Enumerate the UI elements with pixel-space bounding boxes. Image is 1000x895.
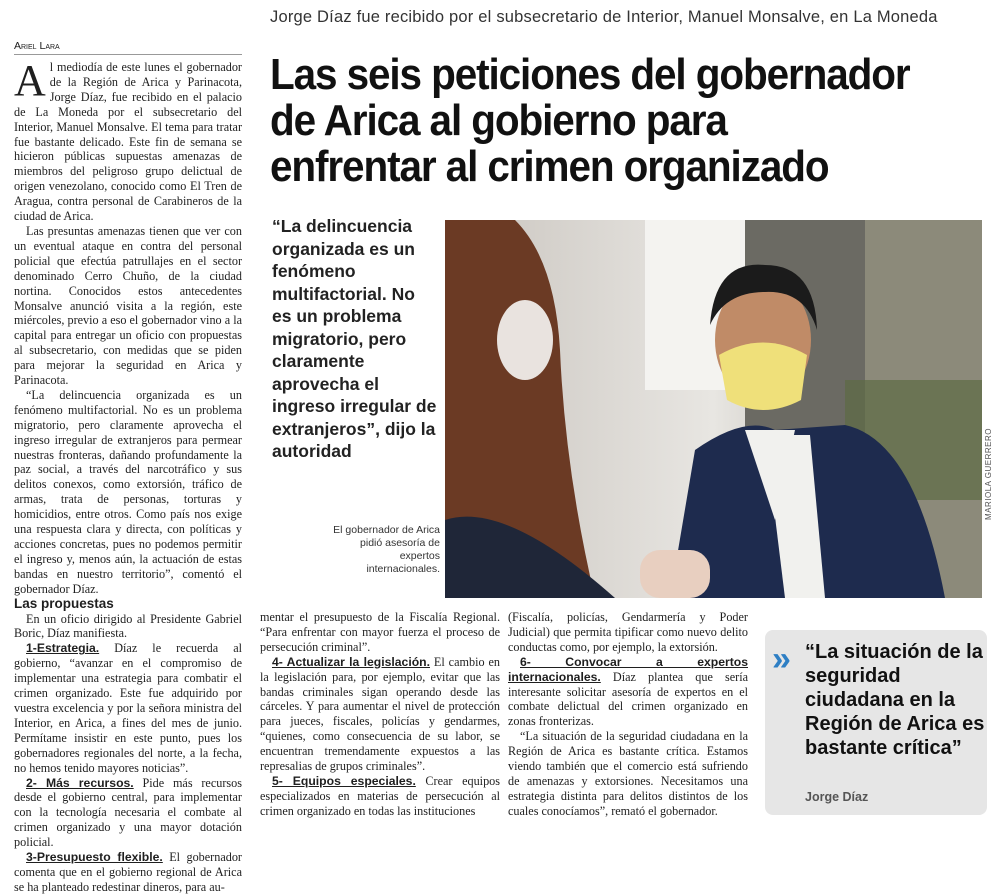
byline: Ariel Lara <box>14 40 242 55</box>
paragraph: Las presuntas amenazas tienen que ver con un eventual ataque en contra del personal policial que efectúa patrullajes en el sector denominado Cerro Chuño, de la ciudad nortina. Conocidos estos antecedentes Monsalve anunció visita a la región, este miércoles, previo a eso el gobernador vino a la capital para entregar un oficio con propuestas al subsecretario, con medidas que se piden para mejorar la seguridad en Arica y Parinacota. <box>14 223 242 388</box>
proposal-keyword: 2- Más recursos. <box>26 775 134 790</box>
quote-mark-icon: » <box>772 640 785 678</box>
photo-illustration <box>445 220 982 598</box>
headline <box>270 52 932 190</box>
article-column-2 <box>260 610 500 819</box>
proposal-keyword: 1-Estrategia. <box>26 641 100 656</box>
paragraph: 3-Presupuesto flexible. El gobernador comenta que en el gobierno regional de Arica se ha planteado redestinar dineros, para au- <box>14 850 242 894</box>
proposal-keyword: 6- Convocar a expertos internacionales. <box>508 654 748 684</box>
paragraph: En un oficio dirigido al Presidente Gabriel Boric, Díaz manifiesta. <box>14 611 242 641</box>
article-photo <box>445 220 982 598</box>
proposal-keyword: 4- Actualizar la legislación. <box>272 654 430 669</box>
subheadline: Jorge Díaz fue recibido por el subsecretario de Interior, Manuel Monsalve, en La Moneda <box>270 8 938 26</box>
pull-quote: “La delincuencia organizada es un fenómeno multifactorial. No es un problema migratorio, pero claramente aprovecha el ingreso irregular de extranjeros”, dijo la autoridad <box>272 216 437 461</box>
headline-line-1: Las seis peticiones del gobernador <box>270 50 910 99</box>
paragraph: 4- Actualizar la legislación. El cambio en la legislación para, por ejemplo, evitar que las bandas criminales sigan operando desde las cárceles. Y para aumentar el nivel de protección para jueces, fiscales, policías y gendarmes, “quienes, como consecuencia de su labor, se encuentran tremendamente expuestos a las represalias de grupos criminales”. <box>260 654 500 774</box>
proposal-keyword: 5- Equipos especiales. <box>272 773 416 788</box>
photo-caption: El gobernador de Arica pidió asesoría de expertos internacionales. <box>333 524 440 575</box>
article-column-3 <box>508 610 748 819</box>
section-heading: Las propuestas <box>14 595 114 611</box>
quote-box-text: “La situación de la seguridad ciudadana en la Región de Arica es bastante crítica” <box>805 641 985 759</box>
photo-credit: MARIOLA GUERRERO <box>984 427 993 520</box>
paragraph: Al mediodía de este lunes el gobernador de la Región de Arica y Parinacota, Jorge Díaz, fue recibido en el palacio de La Moneda por el subsecretario del Interior, Manuel Monsalve. El tema para tratar fue bastante delicado. Este fin de semana se hicieron públicas supuestas amenazas de miembros del peligroso grupo delictual de origen venezolano, conocido como El Tren de Aragua, contra personal de Carabineros de la ciudad de Arica. <box>14 56 242 224</box>
proposal-keyword: 3-Presupuesto flexible. <box>26 850 163 865</box>
article-column-1 <box>14 56 242 895</box>
paragraph: 5- Equipos especiales. Crear equipos especializados en materias de persecución al crimen organizado en todas las instituciones <box>260 773 500 818</box>
headline-line-2: de Arica al gobierno para <box>270 96 727 145</box>
paragraph: “La delincuencia organizada es un fenómeno multifactorial. No es un problema migratorio, pero claramente aprovecha el ingreso irregular de extranjeros para permear nuestras fronteras, dañando profundamente la paz social, a través del narcotráfico y sus delitos conexos, como extorsión, tráfico de armas, trata de personas, torturas y homicidios, entre otros. Como país nos exige una respuesta clara y directa, con políticas y acciones concretas, pues no podemos permitir el ingreso y, menos aún, la actuación de estas bandas en nuestro territorio”, comentó el gobernador Díaz. <box>14 387 242 596</box>
headline-line-3: enfrentar al crimen organizado <box>270 142 829 191</box>
paragraph: 2- Más recursos. Pide más recursos desde el gobierno central, para implementar con la tecnología necesaria el combate al crimen organizado y una mayor dotación policial. <box>14 775 242 850</box>
drop-cap: A <box>14 56 46 105</box>
paragraph: 1-Estrategia. Díaz le recuerda al gobierno, “avanzar en el compromiso de implementar una estrategia para combatir el crimen organizado. Este fue adquirido por vuestra excelencia y por la señora ministra del Interior, en Arica, a fines del mes de junio. Permítame insistir en este punto, pues los gobernadores regionales del norte, a la fecha, no hemos tenido mayores noticias”. <box>14 641 242 775</box>
paragraph: 6- Convocar a expertos internacionales. Díaz plantea que sería interesante solicitar asesoría de expertos en el combate delictual del crimen organizado en zonas fronterizas. <box>508 654 748 729</box>
paragraph: (Fiscalía, policías, Gendarmería y Poder Judicial) que permita tipificar como nuevo delito conductas como, por ejemplo, la extorsión. <box>508 610 748 654</box>
paragraph: “La situación de la seguridad ciudadana en la Región de Arica es bastante crítica. Estamos viendo también que el comercio está sufriendo de amenazas y extorsiones. Necesitamos una estrategia distinta para delitos distintos de los cuales conocíamos”, remató el gobernador. <box>508 729 748 818</box>
paragraph: mentar el presupuesto de la Fiscalía Regional. “Para enfrentar con mayor fuerza el proceso de persecución criminal”. <box>260 610 500 654</box>
quote-box-author: Jorge Díaz <box>805 790 869 804</box>
